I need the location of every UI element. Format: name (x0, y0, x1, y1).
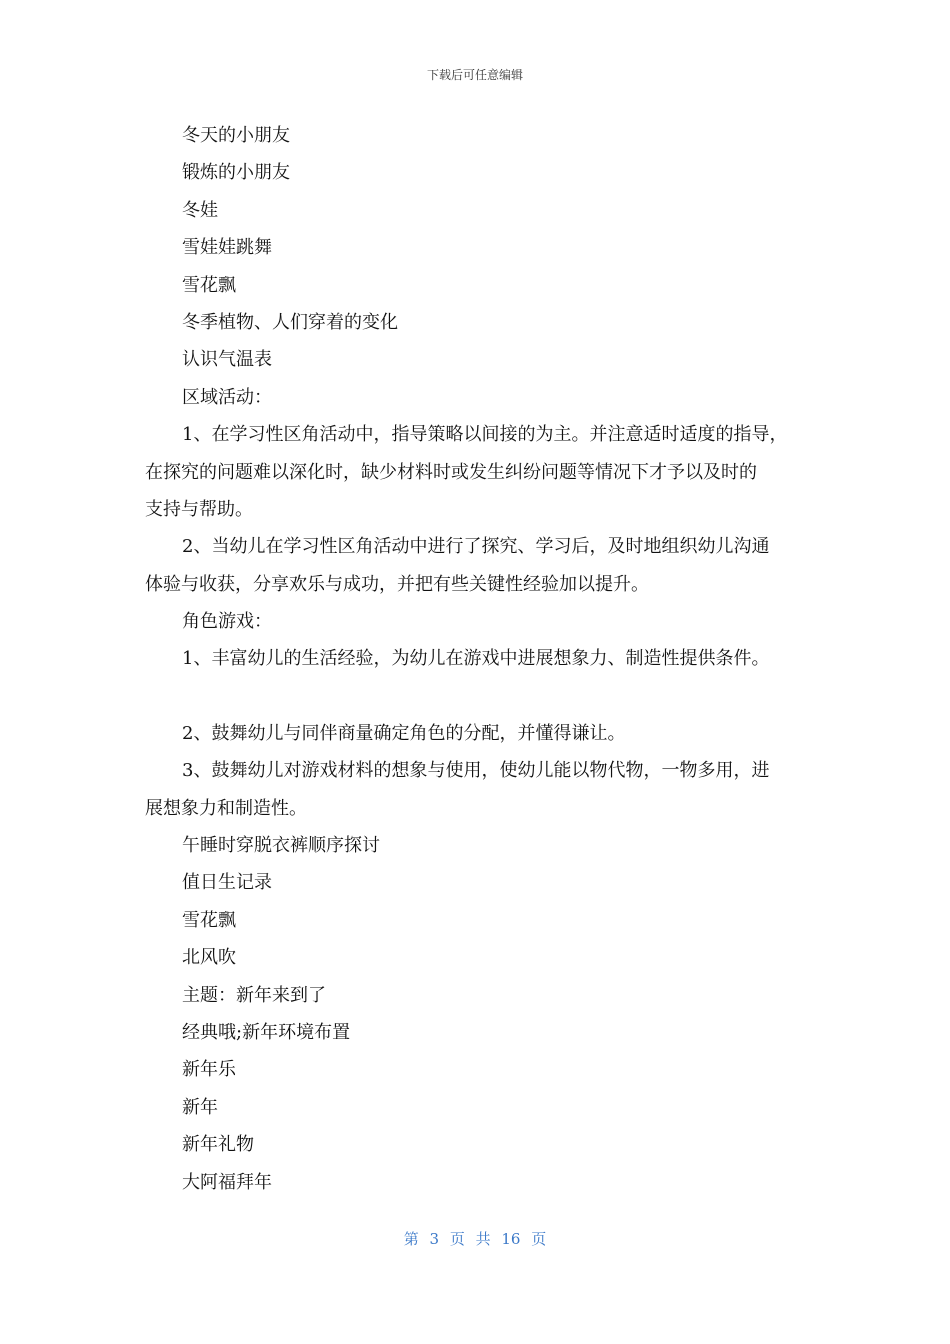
paragraph-line: 体验与收获，分享欢乐与成功，并把有些关键性经验加以提升。 (145, 573, 649, 595)
text-line: 冬天的小朋友 (182, 125, 290, 146)
document-body (145, 117, 815, 1201)
paragraph-line: 在探究的问题难以深化时，缺少材料时或发生纠纷问题等情况下才予以及时的 (145, 461, 757, 483)
text-line: 冬娃 (182, 199, 218, 221)
text-line: 大阿福拜年 (182, 1171, 272, 1193)
section-heading: 区域活动： (182, 386, 272, 408)
text-line: 北风吹 (182, 947, 236, 969)
section-heading: 角色游戏： (182, 611, 272, 633)
paragraph-line: 1、丰富幼儿的生活经验，为幼儿在游戏中进展想象力、制造性提供条件。 (182, 648, 770, 670)
text-line: 午睡时穿脱衣裤顺序探讨 (182, 835, 380, 857)
text-line: 雪花飘 (182, 274, 236, 296)
text-line: 雪娃娃跳舞 (182, 237, 272, 259)
text-line: 新年 (182, 1096, 218, 1118)
paragraph-line: 1、在学习性区角活动中，指导策略以间接的为主。并注意适时适度的指导， (182, 424, 788, 446)
text-line: 冬季植物、人们穿着的变化 (182, 311, 398, 333)
paragraph-line: 展想象力和制造性。 (145, 797, 307, 819)
paragraph-line: 2、当幼儿在学习性区角活动中进行了探究、学习后，及时地组织幼儿沟通 (182, 536, 770, 558)
text-line: 雪花飘 (182, 909, 236, 931)
text-line: 认识气温表 (182, 349, 272, 371)
paragraph-line: 支持与帮助。 (145, 498, 253, 520)
text-line: 值日生记录 (182, 872, 272, 894)
text-line: 新年乐 (182, 1059, 236, 1081)
text-line: 锻炼的小朋友 (182, 162, 290, 184)
text-line: 经典哦;新年环境布置 (182, 1021, 351, 1043)
section-heading: 主题：新年来到了 (182, 984, 326, 1006)
page-header: 下载后可任意编辑 (426, 68, 523, 82)
blank-line (145, 678, 815, 715)
text-line: 新年礼物 (182, 1134, 254, 1156)
paragraph-line: 3、鼓舞幼儿对游戏材料的想象与使用，使幼儿能以物代物，一物多用，进 (182, 760, 770, 782)
paragraph-line: 2、鼓舞幼儿与同伴商量确定角色的分配，并懂得谦让。 (182, 722, 626, 744)
page-footer: 第 3 页 共 16 页 (403, 1230, 547, 1248)
